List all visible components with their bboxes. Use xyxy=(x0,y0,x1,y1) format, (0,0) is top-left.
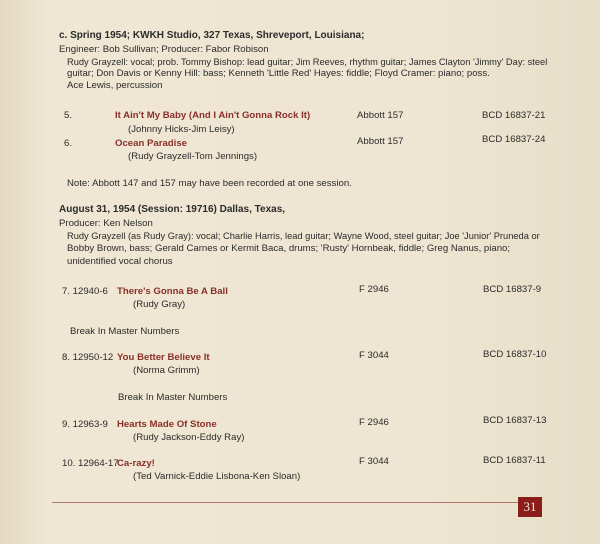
break-note: Break In Master Numbers xyxy=(70,326,180,337)
track-writers: (Rudy Jackson-Eddy Ray) xyxy=(133,432,245,443)
track-bcd: BCD 16837-11 xyxy=(483,455,546,466)
track-label: Abbott 157 xyxy=(357,136,404,147)
session2-personnel-line3: unidentified vocal chorus xyxy=(67,256,173,267)
track-title: You Better Believe It xyxy=(117,352,210,363)
track-title: Ca-razy! xyxy=(117,458,155,469)
track-bcd: BCD 16837-24 xyxy=(482,134,546,145)
track-writers: (Rudy Gray) xyxy=(133,299,186,310)
track-label: F 3044 xyxy=(359,350,389,361)
track-writers: (Ted Varnick-Eddie Lisbona-Ken Sloan) xyxy=(133,471,301,482)
session2-credits: Producer: Ken Nelson xyxy=(59,218,153,229)
track-number: 9. 12963-9 xyxy=(62,419,108,430)
track-number: 8. 12950-12 xyxy=(62,352,114,363)
track-label: F 2946 xyxy=(359,284,389,295)
track-label: F 2946 xyxy=(359,417,389,428)
footer-rule xyxy=(52,502,518,503)
session1-personnel-line1: Rudy Grayzell: vocal; prob. Tommy Bishop: lead guitar; Jim Reeves, rhythm guitar; James Clayton 'Jimmy' Day: steel xyxy=(67,57,548,67)
track-number: 10. 12964-17 xyxy=(62,458,119,469)
page-number: 31 xyxy=(518,497,542,517)
session1-credits: Engineer: Bob Sullivan; Producer: Fabor Robison xyxy=(59,44,269,55)
session2-personnel-line1: Rudy Grayzell (as Rudy Gray): vocal; Charlie Harris, lead guitar; Wayne Wood, steel guitar; Joe 'Junior' Pruneda or xyxy=(67,231,540,241)
track-bcd: BCD 16837-10 xyxy=(483,349,547,360)
track-number: 6. xyxy=(64,138,73,149)
session1-note: Note: Abbott 147 and 157 may have been recorded at one session. xyxy=(67,178,352,189)
session1-personnel-line2: guitar; Don Davis or Kenny Hill: bass; Kenneth 'Little Red' Hayes: fiddle; Floyd Cramer: piano; poss. xyxy=(67,68,490,79)
track-writers: (Johnny Hicks-Jim Leisy) xyxy=(128,124,235,135)
track-title: It Ain't My Baby (And I Ain't Gonna Rock It) xyxy=(115,110,311,121)
track-title: There's Gonna Be A Ball xyxy=(117,286,228,297)
session2-personnel-line2: Bobby Brown, bass; Gerald Carnes or Kermit Baca, drums; 'Rusty' Hornbeak, fiddle; Greg Nanus, piano; xyxy=(67,243,511,254)
track-label: Abbott 157 xyxy=(357,110,404,121)
track-title: Hearts Made Of Stone xyxy=(117,419,217,430)
session2-header: August 31, 1954 (Session: 19716) Dallas, Texas, xyxy=(59,204,286,215)
track-writers: (Norma Grimm) xyxy=(133,365,200,376)
track-bcd: BCD 16837-21 xyxy=(482,110,546,121)
session1-personnel-line3: Ace Lewis, percussion xyxy=(67,80,163,91)
break-note: Break In Master Numbers xyxy=(118,392,228,403)
track-number: 7. 12940-6 xyxy=(62,286,108,297)
session1-header: c. Spring 1954; KWKH Studio, 327 Texas, Shreveport, Louisiana; xyxy=(59,30,365,41)
track-number: 5. xyxy=(64,110,73,121)
track-bcd: BCD 16837-9 xyxy=(483,284,542,295)
track-label: F 3044 xyxy=(359,456,389,467)
track-title: Ocean Paradise xyxy=(115,138,187,149)
track-writers: (Rudy Grayzell-Tom Jennings) xyxy=(128,151,258,162)
track-bcd: BCD 16837-13 xyxy=(483,415,547,426)
